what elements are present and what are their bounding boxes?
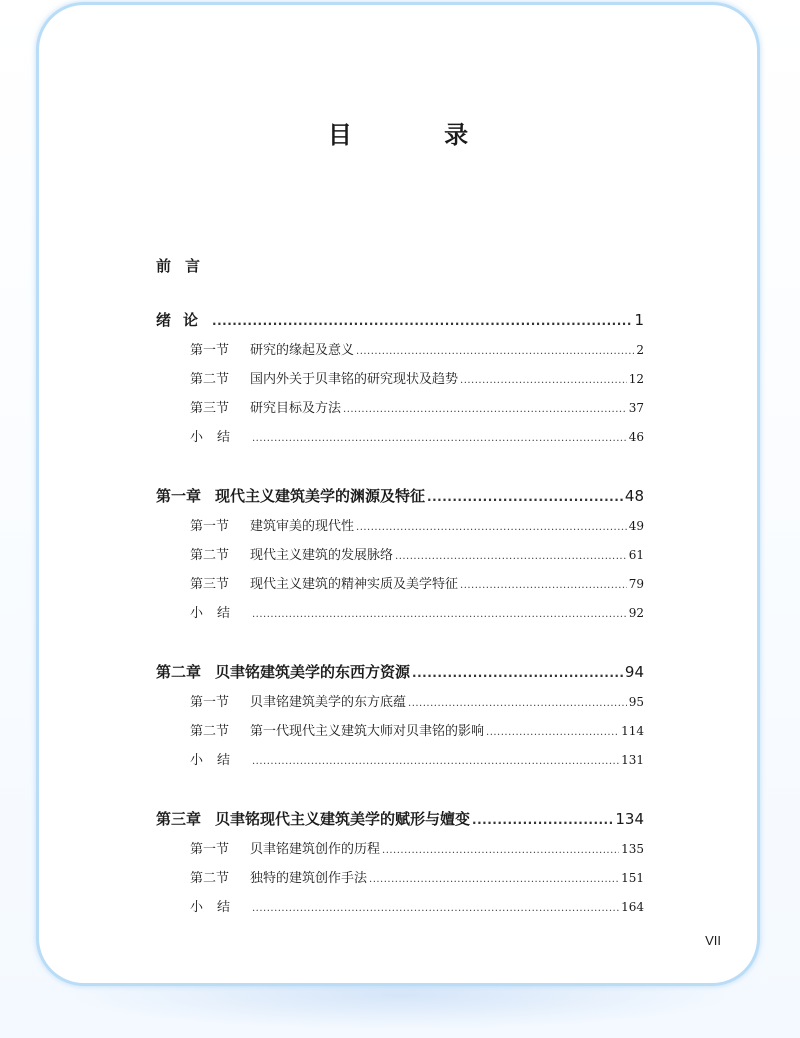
leader-dots xyxy=(343,404,627,415)
section-number: 第二节 xyxy=(190,871,230,886)
toc-group-intro xyxy=(156,309,644,455)
section-number: 小结 xyxy=(190,753,245,768)
section-title: 建筑审美的现代性 xyxy=(250,519,355,534)
leader-dots xyxy=(252,903,619,914)
section-page: 92 xyxy=(628,606,644,620)
chapter-page: 94 xyxy=(624,663,644,681)
section-number: 第一节 xyxy=(190,842,230,857)
section-page: 95 xyxy=(628,695,644,709)
section-number: 小结 xyxy=(190,900,245,915)
chapter-page: 48 xyxy=(624,487,644,505)
section-page: 12 xyxy=(628,372,644,386)
leader-dots xyxy=(212,314,632,328)
table-of-contents xyxy=(156,255,644,955)
section-title: 第一代现代主义建筑大师对贝聿铭的影响 xyxy=(250,724,485,739)
toc-section-summary[interactable] xyxy=(156,602,644,631)
toc-section-summary[interactable] xyxy=(156,896,644,925)
leader-dots xyxy=(356,522,627,533)
section-page: 49 xyxy=(628,519,644,533)
section-page: 151 xyxy=(621,871,644,885)
preface-label: 前言 xyxy=(156,257,215,275)
toc-section[interactable] xyxy=(156,720,644,749)
section-page: 37 xyxy=(628,401,644,415)
section-number: 第二节 xyxy=(190,548,230,563)
toc-group-chapter-3 xyxy=(156,808,644,925)
section-number: 第二节 xyxy=(190,724,230,739)
leader-dots xyxy=(252,609,627,620)
leader-dots xyxy=(252,756,619,767)
section-title: 国内外关于贝聿铭的研究现状及趋势 xyxy=(250,372,459,387)
section-page: 2 xyxy=(636,343,644,357)
chapter-number: 第三章 xyxy=(156,810,202,828)
toc-section[interactable] xyxy=(156,515,644,544)
leader-dots xyxy=(395,551,627,562)
toc-group-chapter-2 xyxy=(156,661,644,778)
leader-dots xyxy=(427,490,623,504)
toc-section[interactable] xyxy=(156,691,644,720)
chapter-page: 134 xyxy=(615,810,644,828)
toc-chapter[interactable] xyxy=(156,485,644,513)
section-number: 第一节 xyxy=(190,343,230,358)
chapter-title: 贝聿铭现代主义建筑美学的赋形与嬗变 xyxy=(215,810,471,828)
section-page: 79 xyxy=(628,577,644,591)
section-page: 46 xyxy=(628,430,644,444)
page-card xyxy=(36,2,760,986)
leader-dots xyxy=(460,375,627,386)
chapter-page: 1 xyxy=(634,311,644,329)
chapter-title: 现代主义建筑美学的渊源及特征 xyxy=(215,487,426,505)
section-number: 第一节 xyxy=(190,519,230,534)
section-title: 研究目标及方法 xyxy=(250,401,342,416)
section-title: 现代主义建筑的发展脉络 xyxy=(250,548,394,563)
section-page: 61 xyxy=(628,548,644,562)
section-number: 小结 xyxy=(190,430,245,445)
section-number: 第二节 xyxy=(190,372,230,387)
section-title: 独特的建筑创作手法 xyxy=(250,871,368,886)
section-title: 贝聿铭建筑创作的历程 xyxy=(250,842,381,857)
section-title: 贝聿铭建筑美学的东方底蕴 xyxy=(250,695,407,710)
leader-dots xyxy=(408,698,627,709)
section-title: 现代主义建筑的精神实质及美学特征 xyxy=(250,577,459,592)
toc-chapter[interactable] xyxy=(156,661,644,689)
toc-chapter[interactable] xyxy=(156,309,644,337)
chapter-number: 绪论 xyxy=(156,311,211,329)
leader-dots xyxy=(252,433,627,444)
leader-dots xyxy=(382,845,619,856)
leader-dots xyxy=(412,666,623,680)
page-number: VII xyxy=(705,933,721,948)
toc-chapter[interactable] xyxy=(156,808,644,836)
toc-preface[interactable] xyxy=(156,255,644,283)
chapter-title: 贝聿铭建筑美学的东西方资源 xyxy=(215,663,411,681)
chapter-number: 第二章 xyxy=(156,663,202,681)
section-page: 114 xyxy=(621,724,644,738)
toc-group-chapter-1 xyxy=(156,485,644,631)
leader-dots xyxy=(460,580,627,591)
toc-section[interactable] xyxy=(156,573,644,602)
leader-dots xyxy=(472,813,613,827)
toc-section[interactable] xyxy=(156,397,644,426)
leader-dots xyxy=(486,727,619,738)
section-number: 第三节 xyxy=(190,577,230,592)
toc-section-summary[interactable] xyxy=(156,426,644,455)
section-title: 研究的缘起及意义 xyxy=(250,343,355,358)
section-page: 135 xyxy=(621,842,644,856)
page-title: 目 录 xyxy=(327,121,511,149)
section-number: 第三节 xyxy=(190,401,230,416)
toc-section[interactable] xyxy=(156,867,644,896)
toc-section[interactable] xyxy=(156,339,644,368)
leader-dots xyxy=(369,874,619,885)
toc-section[interactable] xyxy=(156,544,644,573)
toc-section[interactable] xyxy=(156,838,644,867)
leader-dots xyxy=(356,346,634,357)
section-number: 小结 xyxy=(190,606,245,621)
section-number: 第一节 xyxy=(190,695,230,710)
section-page: 131 xyxy=(621,753,644,767)
section-page: 164 xyxy=(621,900,644,914)
toc-section-summary[interactable] xyxy=(156,749,644,778)
toc-section[interactable] xyxy=(156,368,644,397)
chapter-number: 第一章 xyxy=(156,487,202,505)
